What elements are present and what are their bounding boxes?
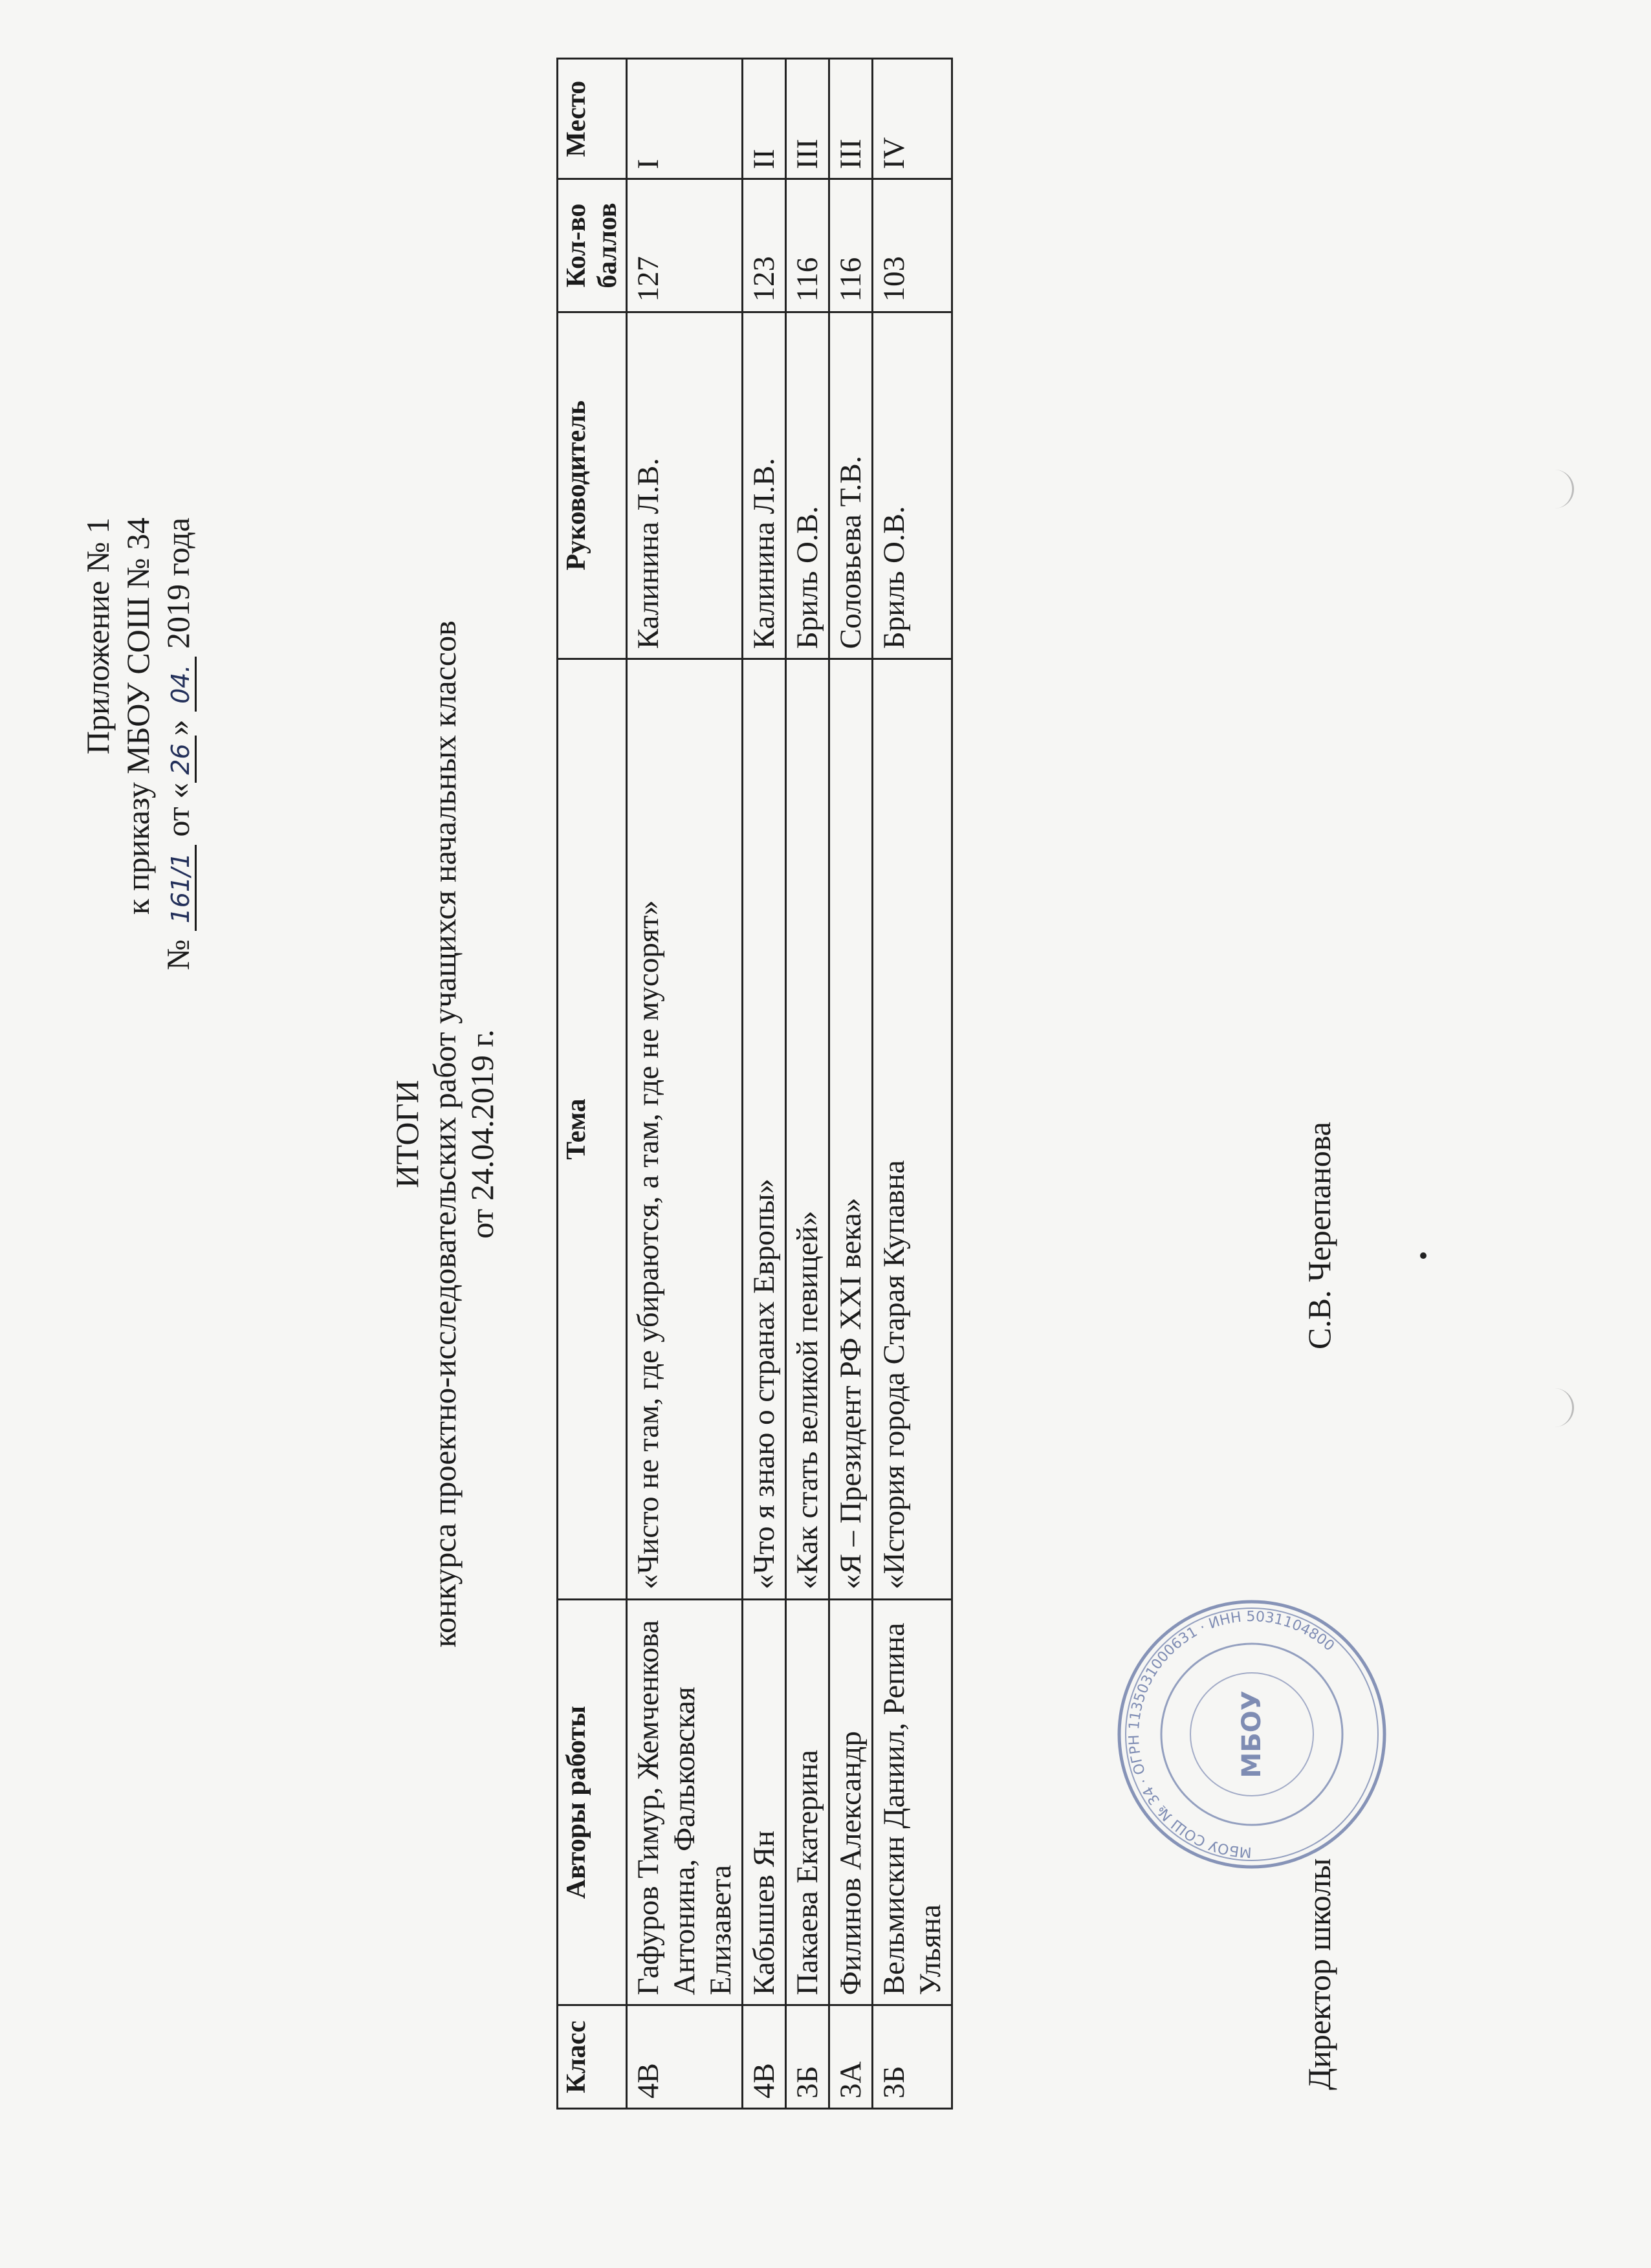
cell-class: 3Б <box>786 2005 829 2109</box>
table-header-row <box>558 59 627 2109</box>
cell-class: 3Б <box>873 2005 952 2109</box>
cell-class: 4В <box>627 2005 743 2109</box>
cell-topic: «Как стать великой певицей» <box>786 659 829 1600</box>
cell-authors: Филинов Александр <box>829 1599 873 2005</box>
title-line-2: конкурса проектно-исследовательских работ учащихся начальных классов <box>426 620 463 1648</box>
table-row <box>786 59 829 2109</box>
cell-class: 3А <box>829 2005 873 2109</box>
director-name: С.В. Черепанова <box>1301 1122 1337 1349</box>
cell-topic: «Что я знаю о странах Европы» <box>743 659 786 1600</box>
cell-authors: Кабышев Ян <box>743 1599 786 2005</box>
cell-leader: Бриль О.В. <box>873 312 952 659</box>
school-seal-icon <box>1113 1595 1391 1873</box>
order-mid: » <box>160 719 196 736</box>
seal-ring-text: МБОУ СОШ № 34 · ОГРН 1135031000631 · ИНН 5031104800 <box>1126 1608 1338 1860</box>
punch-hole-mark <box>1553 1388 1574 1427</box>
cell-leader: Калинина Л.В. <box>743 312 786 659</box>
order-month: 04. <box>166 657 197 711</box>
cell-authors: Пакаева Екатерина <box>786 1599 829 2005</box>
order-prefix: № <box>160 939 196 970</box>
cell-score: 116 <box>786 179 829 312</box>
title-line-1: ИТОГИ <box>389 1080 425 1188</box>
order-day: 26 <box>166 736 197 782</box>
table-row <box>829 59 873 2109</box>
header-class: Класс <box>558 2005 627 2109</box>
cell-score: 127 <box>627 179 743 312</box>
director-signature-label: Директор школы <box>1301 1858 1337 2090</box>
cell-place: I <box>627 59 743 180</box>
cell-topic: «Я – Президент РФ XXI века» <box>829 659 873 1600</box>
cell-place: II <box>743 59 786 180</box>
title-line-3: от 24.04.2019 г. <box>464 1029 500 1239</box>
cell-topic: «История города Старая Купавна <box>873 659 952 1600</box>
order-from: от « <box>160 782 196 837</box>
table-row <box>743 59 786 2109</box>
order-number: 161/1 <box>166 845 197 932</box>
cell-class: 4В <box>743 2005 786 2109</box>
annex-header <box>78 518 201 970</box>
cell-leader: Бриль О.В. <box>786 312 829 659</box>
cell-place: III <box>829 59 873 180</box>
annex-order-line <box>158 518 201 970</box>
header-authors: Авторы работы <box>558 1599 627 2005</box>
punch-hole-mark <box>1553 470 1574 508</box>
table-row <box>873 59 952 2109</box>
cell-authors: Гафуров Тимур, Жемченкова Антонина, Фальковская Елизавета <box>627 1599 743 2005</box>
cell-score: 123 <box>743 179 786 312</box>
results-table <box>556 58 953 2110</box>
cell-leader: Соловьева Т.В. <box>829 312 873 659</box>
annex-line-1: Приложение № 1 <box>80 518 116 755</box>
cell-place: IV <box>873 59 952 180</box>
annex-line-2: к приказу МБОУ СОШ № 34 <box>120 518 156 915</box>
header-topic: Тема <box>558 659 627 1600</box>
document-title <box>388 0 501 2268</box>
table-row <box>627 59 743 2109</box>
cell-topic: «Чисто не там, где убираются, а там, где не мусорят» <box>627 659 743 1600</box>
cell-authors: Вельмискин Даниил, Репина Ульяна <box>873 1599 952 2005</box>
cell-score: 116 <box>829 179 873 312</box>
header-place: Место <box>558 59 627 180</box>
cell-leader: Калинина Л.В. <box>627 312 743 659</box>
seal-center-text: МБОУ <box>1237 1690 1267 1778</box>
cell-place: III <box>786 59 829 180</box>
order-year: 2019 года <box>160 518 196 649</box>
ink-dot <box>1420 1252 1427 1259</box>
cell-score: 103 <box>873 179 952 312</box>
header-leader: Руководитель <box>558 312 627 659</box>
header-score: Кол-во баллов <box>558 179 627 312</box>
